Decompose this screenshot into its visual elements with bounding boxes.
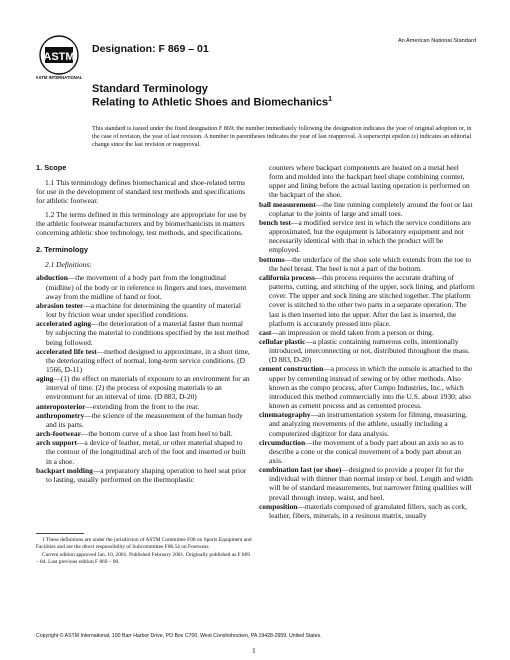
definition-entry <box>36 347 252 374</box>
scope-para-2: 1.2 The terms defined in this terminology are appropriate for use by the athletic footwear manufacturers and by biomechanicists in matters concerning athletic shoe technology, test methods, and specifications. <box>36 209 247 237</box>
definition-term: arch support <box>36 438 77 448</box>
terminology-heading: 2. Terminology <box>36 245 89 255</box>
definition-text: —extending from the front to the rear. <box>85 401 200 411</box>
definition-entry <box>36 319 252 346</box>
definition-term: backpart molding <box>36 465 93 475</box>
definition-term: accelerated life test <box>36 346 97 356</box>
astm-logo <box>36 34 82 80</box>
definition-entry <box>36 374 252 401</box>
definition-entry <box>259 502 475 520</box>
definition-text: —method designed to approximate, in a short time, the deteriorating effect of normal, long-term service conditions. (D 1566, D-11) <box>46 346 250 374</box>
definition-term: aging <box>36 374 54 384</box>
definition-entry <box>259 364 475 410</box>
definition-entry <box>259 438 475 465</box>
svg-text:ASTM: ASTM <box>43 51 75 63</box>
definition-entry <box>36 438 252 465</box>
definition-term: anthropometry <box>36 410 85 420</box>
definition-term: abduction <box>36 273 68 283</box>
copyright: Copyright © ASTM International, 100 Barr Harbor Drive, PO Box C700, West Conshohocken, PA 19428-2959, United States. <box>36 633 322 639</box>
definition-term: arch-footwear <box>36 429 81 439</box>
definition-text: —the line running completely around the foot or last coplanar to the joints of large and small toes. <box>269 199 473 218</box>
definition-term: cast <box>259 327 272 337</box>
definition-term: cement construction <box>259 364 324 374</box>
left-column <box>36 163 252 484</box>
definition-entry <box>36 273 252 300</box>
footnotes <box>36 537 252 567</box>
definition-text: —the movement of a body part from the longitudinal (midline) of the body or in reference to fingers and toes, movement away from the midline of hand or foot. <box>46 273 247 301</box>
definition-entry <box>259 273 475 328</box>
footnote-2: Current edition approved Jan. 10, 2001. Published February 2001. Originally published as F 869 – 84. Last previous edition F 869 – 00. <box>36 551 250 565</box>
definition-text: —an impression or mold taken from a person or thing. <box>271 327 434 337</box>
definitions-heading: 2.1 Definitions: <box>45 260 92 270</box>
definition-term: bench test <box>259 217 292 227</box>
logo-text: ASTM INTERNATIONAL <box>36 75 82 80</box>
definition-term: cinematography <box>259 410 311 420</box>
definition-term: combination last (or shoe) <box>259 465 342 475</box>
standard-label: An American National Standard <box>397 38 476 44</box>
definition-entry <box>259 200 475 218</box>
right-column <box>259 163 475 520</box>
definition-entry <box>259 328 475 337</box>
title-line1: Standard Terminology <box>92 83 208 95</box>
definition-text: —the bottom curve of a shoe last from heel to ball. <box>80 429 233 439</box>
definition-text: —a machine for determining the quantity of material lost by friction wear under specified conditions. <box>46 300 241 320</box>
definition-text: —a plastic containing numerous cells, intentionally introduced, interconnecting or not, distributed throughout the mass. (D 883, D-20) <box>269 336 470 365</box>
definition-text: —designed to provide a proper fit for the individual with thinner than normal instep or heel. Length and width will be of standard measurements, but narrower fitting qualities will prevail through instep, waist, and heel. <box>269 465 473 502</box>
definition-entry <box>259 255 475 273</box>
definition-term: california process <box>259 272 315 282</box>
definition-text: —the science of the measurement of the human body and its parts. <box>46 410 243 429</box>
issued-note: This standard is issued under the fixed designation F 869; the number immediately following the designation indicates the year of original adoption or, in the case of revision, the year of last revision. A number in parentheses indicates the year of last reapproval. A superscript epsilon (ε) indicates an editorial change since the last revision or reapproval. <box>92 125 472 148</box>
title-footnote-mark: 1 <box>328 96 333 103</box>
definition-term: bottoms <box>259 254 285 264</box>
definition-text: —the underface of the shoe sole which extends from the toe to the heel breast. The heel is not a part of the bottom. <box>269 254 472 273</box>
scope-para-1: 1.1 This terminology defines biomechanical and shoe-related terms for use in the development of standard test methods and specifications for athletic footwear. <box>36 178 246 206</box>
continuation-text: counters where backpart components are heated on a metal heel form and molded into the backpart heel shape combining counter, upper and lining before the actual lasting operation is performed on the backpart of the shoe. <box>269 163 470 200</box>
definition-entry <box>36 402 252 411</box>
definition-text: —(1) the effect on materials of exposure to an environment for an interval of time. (2) the process of exposing materials to an environment for an interval of time. (D 883, D-20) <box>46 374 250 402</box>
definition-text: —a modified service test in which the service conditions are approximated, but the equipment is laboratory equipment and not necessarily identical with that in which the product will be employed. <box>269 217 471 255</box>
definition-term: anteroposterior <box>36 401 86 411</box>
definition-entry <box>36 466 252 484</box>
definition-entry <box>259 337 475 364</box>
definition-text: —materials composed of granulated fillers, such as cork, leather, fibers, minerals, in a resinous matrix, usually <box>269 501 468 520</box>
definition-text: —an instrumentation system for filming, measuring, and analyzing movements of the athlete, usually including a computerized digitizor for data analysis. <box>269 410 468 438</box>
definition-entry <box>36 301 252 319</box>
page-number: 1 <box>252 646 256 655</box>
definition-text: —a preparatory shaping operation to heel seat prior to lasting, usually performed on the thermoplastic <box>46 465 247 484</box>
definition-text: —a device of leather, metal, or other material shaped to the contour of the longitudinal arch of the foot and inserted or built in a shoe. <box>46 438 246 466</box>
definition-term: circumduction <box>259 437 306 447</box>
definition-term: cellular plastic <box>259 336 306 346</box>
definition-term: ball measurement <box>259 199 316 209</box>
definition-term: accelerated aging <box>36 319 92 329</box>
title-line2: Relating to Athletic Shoes and Biomechanics$^1$ <box>92 96 333 109</box>
footnote-rule <box>36 533 84 534</box>
definition-entry <box>259 465 475 502</box>
definition-entry <box>259 410 475 437</box>
designation: Designation: F 869 – 01 <box>92 43 209 55</box>
definition-term: composition <box>259 501 298 511</box>
definition-term: abrasion tester <box>36 300 84 310</box>
definition-entry <box>259 218 475 255</box>
definition-text: —this process requires the accurate drafting of patterns, cutting, and stitching of the upper, sock lining, and platform cover. The upper and sock lining are stitched together. The platform cover is stitched to the other two parts in a separate operation. The last is then inserted into the upper. After the last is inserted, the platform is accurately pressed into place. <box>269 272 475 328</box>
scope-heading: 1. Scope <box>36 163 67 172</box>
footnote-1: 1 These definitions are under the jurisdiction of ASTM Committee F08 on Sports Equipment and Facilities and are the direct responsibility of Subcommittee F08.54 on Footwear. <box>36 537 252 550</box>
definition-entry <box>36 429 252 438</box>
definition-entry <box>36 411 252 429</box>
definition-text: —a process in which the outsole is attached to the upper by cementing instead of sewing or by other methods. Also known as the compo process, after Compo Industries, Inc., which introduced this method commercially into the U.S. about 1930; also known as cement process and as cemented process. <box>269 364 473 411</box>
definition-text: —the movement of a body part about an axis so as to describe a cone or the conical movement of a body part about an axis. <box>269 437 464 465</box>
definition-text: —the deterioration of a material faster than normal by subjecting the material to conditions specified by the test method being followed. <box>46 319 249 347</box>
